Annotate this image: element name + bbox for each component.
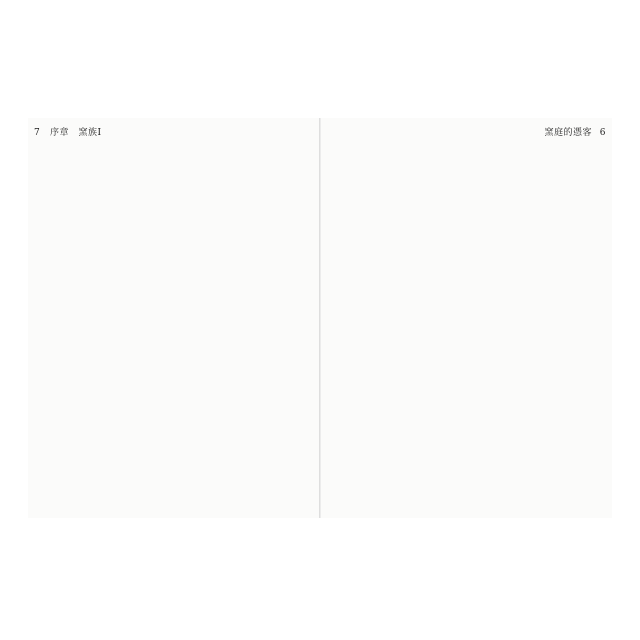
running-head: 序章 窯族Ⅰ bbox=[50, 128, 102, 138]
left-page-text bbox=[42, 158, 307, 504]
running-head: 窯庭的憑客 bbox=[544, 128, 592, 138]
right-page bbox=[321, 118, 612, 518]
page-number: 7 bbox=[34, 128, 41, 138]
left-page bbox=[28, 118, 319, 518]
page-number: 6 bbox=[599, 128, 606, 138]
right-page-text bbox=[333, 158, 598, 504]
